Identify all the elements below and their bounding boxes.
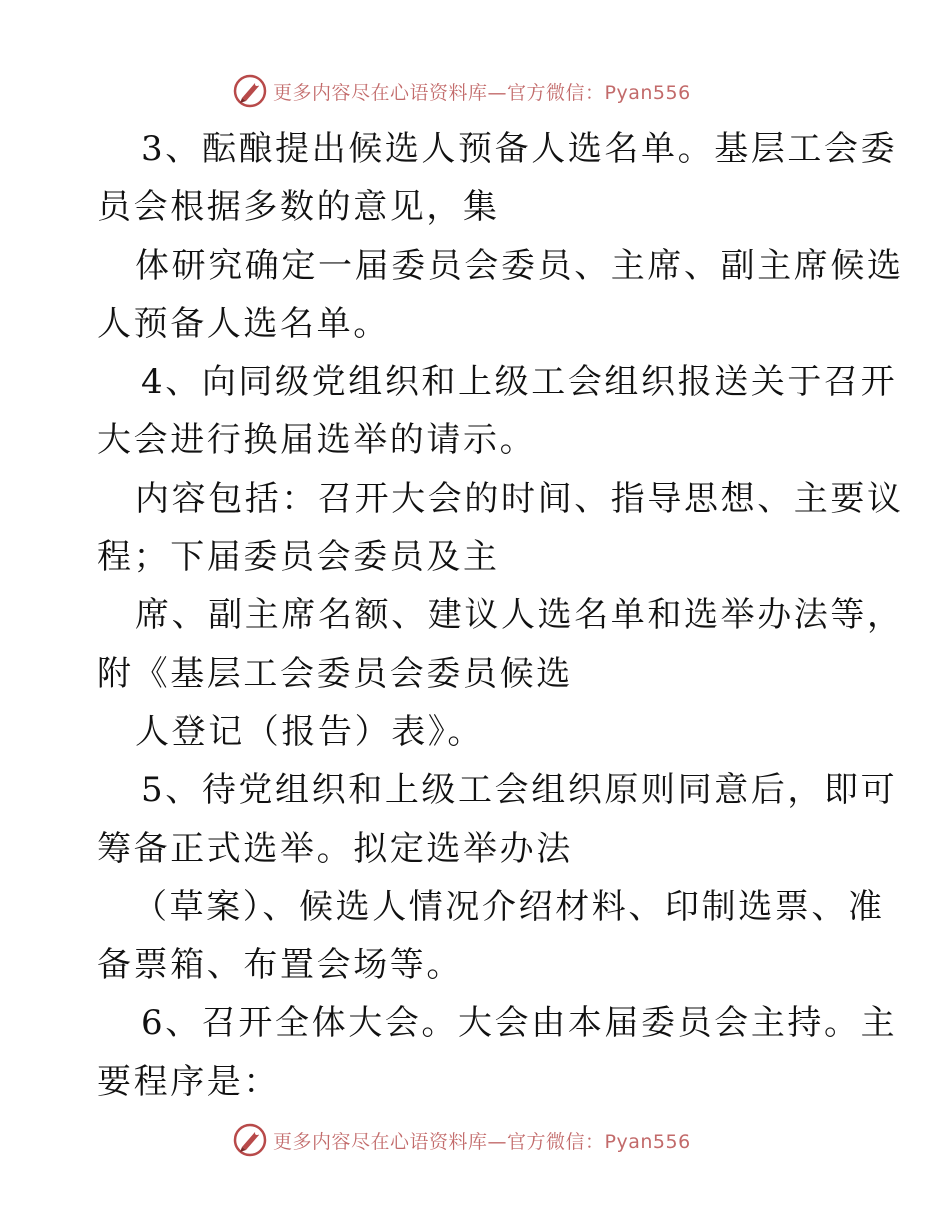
paragraph-line: 人登记（报告）表》。 — [135, 711, 484, 752]
paragraph-line: 内容包括：召开大会的时间、指导思想、主要议 — [135, 478, 904, 519]
paragraph-line: 员会根据多数的意见，集 — [97, 187, 500, 228]
header-watermark-text: 更多内容尽在心语资料库—官方微信：Pyan556 — [273, 81, 691, 104]
footer-watermark-text: 更多内容尽在心语资料库—官方微信：Pyan556 — [273, 1130, 691, 1153]
paragraph-line: 附《基层工会委员会委员候选 — [97, 653, 573, 694]
document-body — [97, 120, 904, 1111]
footer-watermark — [233, 1120, 691, 1160]
header-watermark — [233, 71, 691, 111]
paragraph-line: 体研究确定一届委员会委员、主席、副主席候选 — [135, 245, 904, 286]
paragraph-line: 3、酝酿提出候选人预备人选名单。基层工会委 — [141, 129, 898, 169]
paragraph-line: 5、待党组织和上级工会组织原则同意后，即可 — [141, 770, 898, 811]
paragraph-line: 筹备正式选举。拟定选举办法 — [97, 828, 573, 869]
paragraph-line: 人预备人选名单。 — [97, 303, 390, 344]
paragraph-line: 大会进行换届选举的请示。 — [97, 420, 537, 461]
paragraph-line: 要程序是： — [97, 1061, 280, 1102]
paragraph-line: 席、副主席名额、建议人选名单和选举办法等， — [135, 595, 904, 636]
paragraph-line: 备票箱、布置会场等。 — [97, 945, 463, 986]
pen-logo-icon — [233, 1123, 267, 1157]
paragraph-line: （草案）、候选人情况介绍材料、印制选票、准 — [133, 886, 885, 927]
paragraph-line: 程；下届委员会委员及主 — [97, 537, 500, 578]
pen-logo-icon — [233, 74, 267, 108]
paragraph-line: 6、召开全体大会。大会由本届委员会主持。主 — [141, 1003, 898, 1044]
paragraph-line: 4、向同级党组织和上级工会组织报送关于召开 — [141, 362, 898, 403]
